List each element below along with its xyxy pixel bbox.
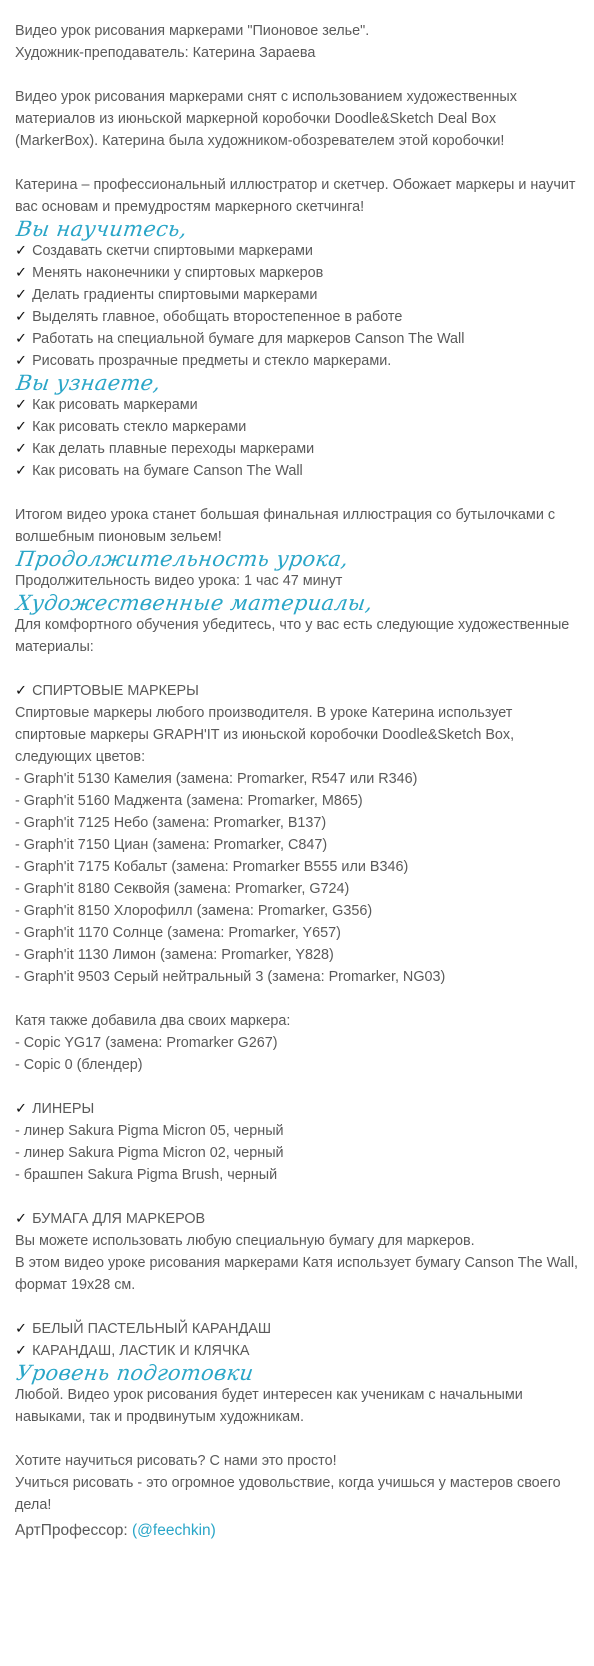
learn-item: ✓ Выделять главное, обобщать второстепенное в работе xyxy=(15,309,403,325)
check-icon: ✓ xyxy=(15,309,28,325)
materials-intro-line: Для комфортного обучения убедитесь, что у вас есть следующие художественные xyxy=(15,617,570,633)
pencil-set-item: ✓ КАРАНДАШ, ЛАСТИК И КЛЯЧКА xyxy=(15,1343,250,1359)
teacher-bio-line: вас основам и премудростям маркерного скетчинга! xyxy=(15,199,365,215)
result-line: Итогом видео урока станет большая финальная иллюстрация со бутылочками с xyxy=(15,507,556,523)
markers-desc-line: Спиртовые маркеры любого производителя. В уроке Катерина использует xyxy=(15,705,513,721)
check-icon: ✓ xyxy=(15,287,28,303)
markers-desc-line: спиртовые маркеры GRAPH'IT из июньской коробочки Doodle&Sketch Box, xyxy=(15,727,515,743)
spacer xyxy=(15,152,580,174)
markers-desc-line: следующих цветов: xyxy=(15,749,146,765)
check-icon: ✓ xyxy=(15,441,28,457)
intro-paragraph-line: Видео урок рисования маркерами снят с использованием художественных xyxy=(15,89,517,105)
teacher-bio-line: Катерина – профессиональный иллюстратор и скетчер. Обожает маркеры и научит xyxy=(15,177,576,193)
credit-label: АртПрофессор: xyxy=(15,1522,128,1539)
paper-desc-line: В этом видео уроке рисования маркерами Катя использует бумагу Canson The Wall, xyxy=(15,1255,579,1271)
lesson-title: Видео урок рисования маркерами "Пионовое зелье". xyxy=(15,23,370,39)
extra-marker-item: - Copic YG17 (замена: Promarker G267) xyxy=(15,1035,278,1051)
check-icon: ✓ xyxy=(15,1321,28,1337)
materials-heading: Художественные материалы, xyxy=(14,591,375,615)
check-icon: ✓ xyxy=(15,463,28,479)
materials-intro-line: материалы: xyxy=(15,639,94,655)
marker-list-item: - Graph'it 1170 Солнце (замена: Promarker, Y657) xyxy=(15,925,341,941)
spacer xyxy=(15,1186,580,1208)
paper-desc-line: формат 19x28 см. xyxy=(15,1277,136,1293)
spacer xyxy=(15,482,580,504)
spacer xyxy=(15,64,580,86)
check-icon: ✓ xyxy=(15,353,28,369)
check-icon: ✓ xyxy=(15,265,28,281)
marker-list-item: - Graph'it 7125 Небо (замена: Promarker, B137) xyxy=(15,815,327,831)
check-icon: ✓ xyxy=(15,1101,28,1117)
result-line: волшебным пионовым зельем! xyxy=(15,529,222,545)
check-icon: ✓ xyxy=(15,683,28,699)
extra-markers-title: Катя также добавила два своих маркера: xyxy=(15,1013,291,1029)
liner-item: - брашпен Sakura Pigma Brush, черный xyxy=(15,1167,278,1183)
outro-line: дела! xyxy=(15,1497,52,1513)
spacer xyxy=(15,988,580,1010)
know-heading: Вы узнаете, xyxy=(14,371,163,395)
marker-list-item: - Graph'it 7175 Кобальт (замена: Promarker B555 или B346) xyxy=(15,859,409,875)
learn-item: ✓ Работать на специальной бумаге для маркеров Canson The Wall xyxy=(15,331,465,347)
spacer xyxy=(15,1296,580,1318)
intro-paragraph-line: материалов из июньской маркерной коробочки Doodle&Sketch Deal Box xyxy=(15,111,497,127)
marker-list-item: - Graph'it 5130 Камелия (замена: Promarker, R547 или R346) xyxy=(15,771,418,787)
level-heading: Уровень подготовки xyxy=(14,1361,256,1385)
know-item: ✓ Как рисовать на бумаге Canson The Wall xyxy=(15,463,303,479)
paper-title: ✓ БУМАГА ДЛЯ МАРКЕРОВ xyxy=(15,1211,206,1227)
marker-list-item: - Graph'it 8180 Секвойя (замена: Promarker, G724) xyxy=(15,881,350,897)
level-text-line: навыками, так и продвинутым художникам. xyxy=(15,1409,305,1425)
level-text-line: Любой. Видео урок рисования будет интересен как ученикам с начальными xyxy=(15,1387,523,1403)
check-icon: ✓ xyxy=(15,1343,28,1359)
author-link[interactable]: (@feechkin) xyxy=(132,1522,216,1539)
spacer xyxy=(15,1076,580,1098)
learn-item: ✓ Менять наконечники у спиртовых маркеров xyxy=(15,265,324,281)
intro-paragraph-line: (MarkerBox). Катерина была художником-обозревателем этой коробочки! xyxy=(15,133,505,149)
know-item: ✓ Как рисовать маркерами xyxy=(15,397,198,413)
check-icon: ✓ xyxy=(15,419,28,435)
outro-line: Учиться рисовать - это огромное удовольствие, когда учишься у мастеров своего xyxy=(15,1475,561,1491)
spacer xyxy=(15,1428,580,1450)
learn-heading: Вы научитесь, xyxy=(14,217,189,241)
marker-list-item: - Graph'it 7150 Циан (замена: Promarker, C847) xyxy=(15,837,328,853)
liners-title: ✓ ЛИНЕРЫ xyxy=(15,1101,95,1117)
article-body xyxy=(15,20,580,1544)
check-icon: ✓ xyxy=(15,1211,28,1227)
duration-text: Продолжительность видео урока: 1 час 47 минут xyxy=(15,573,343,589)
markers-title: ✓ СПИРТОВЫЕ МАРКЕРЫ xyxy=(15,683,199,699)
know-item: ✓ Как делать плавные переходы маркерами xyxy=(15,441,315,457)
check-icon: ✓ xyxy=(15,397,28,413)
liner-item: - линер Sakura Pigma Micron 05, черный xyxy=(15,1123,284,1139)
learn-item: ✓ Рисовать прозрачные предметы и стекло маркерами. xyxy=(15,353,392,369)
paper-desc-line: Вы можете использовать любую специальную бумагу для маркеров. xyxy=(15,1233,475,1249)
duration-heading: Продолжительность урока, xyxy=(14,547,350,571)
marker-list-item: - Graph'it 1130 Лимон (замена: Promarker, Y828) xyxy=(15,947,334,963)
spacer xyxy=(15,658,580,680)
learn-item: ✓ Создавать скетчи спиртовыми маркерами xyxy=(15,243,313,259)
marker-list-item: - Graph'it 9503 Серый нейтральный 3 (замена: Promarker, NG03) xyxy=(15,969,446,985)
marker-list-item: - Graph'it 5160 Маджента (замена: Promarker, M865) xyxy=(15,793,363,809)
check-icon: ✓ xyxy=(15,331,28,347)
marker-list-item: - Graph'it 8150 Хлорофилл (замена: Promarker, G356) xyxy=(15,903,373,919)
outro-line: Хотите научиться рисовать? С нами это просто! xyxy=(15,1453,337,1469)
extra-marker-item: - Copic 0 (блендер) xyxy=(15,1057,143,1073)
teacher-line: Художник-преподаватель: Катерина Зараева xyxy=(15,45,316,61)
know-item: ✓ Как рисовать стекло маркерами xyxy=(15,419,247,435)
pencil-white-item: ✓ БЕЛЫЙ ПАСТЕЛЬНЫЙ КАРАНДАШ xyxy=(15,1321,272,1337)
check-icon: ✓ xyxy=(15,243,28,259)
learn-item: ✓ Делать градиенты спиртовыми маркерами xyxy=(15,287,318,303)
author-credit xyxy=(15,1518,580,1544)
liner-item: - линер Sakura Pigma Micron 02, черный xyxy=(15,1145,284,1161)
